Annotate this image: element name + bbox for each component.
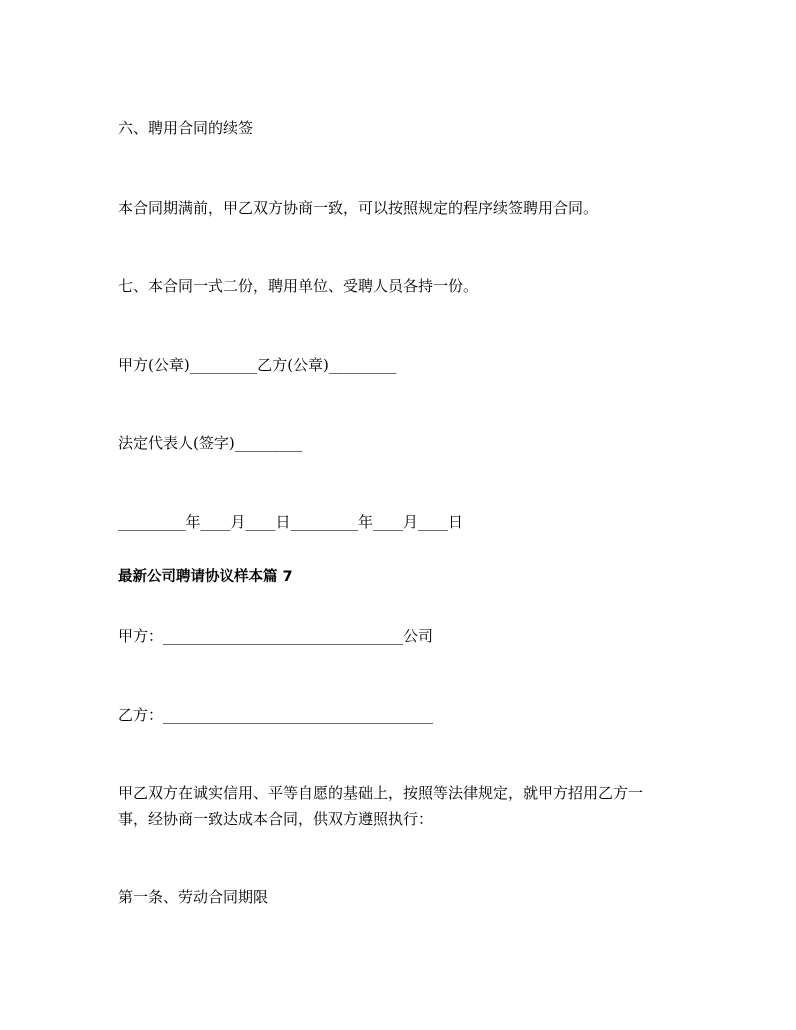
section-heading: 最新公司聘请协议样本篇 7 (118, 569, 293, 585)
party-a-line: 甲方：________________________________公司 (118, 627, 434, 645)
date-line: _________年____月____日_________年____月____日 (118, 513, 464, 531)
party-b-line: 乙方：____________________________________ (118, 706, 434, 724)
intro-line-1: 甲乙双方在诚实信用、平等自愿的基础上，按照等法律规定，就甲方招用乙方一 (118, 784, 644, 802)
renewal-clause: 本合同期满前，甲乙双方协商一致，可以按照规定的程序续签聘用合同。 (118, 199, 599, 217)
article-one-title: 第一条、劳动合同期限 (118, 888, 269, 906)
section-seven-clause: 七、本合同一式二份，聘用单位、受聘人员各持一份。 (118, 277, 479, 295)
section-six-title: 六、聘用合同的续签 (118, 119, 254, 137)
intro-line-2: 事，经协商一致达成本合同，供双方遵照执行： (118, 810, 434, 828)
legal-representative-line: 法定代表人(签字)_________ (118, 434, 303, 452)
seal-line: 甲方(公章)_________乙方(公章)_________ (118, 356, 397, 374)
